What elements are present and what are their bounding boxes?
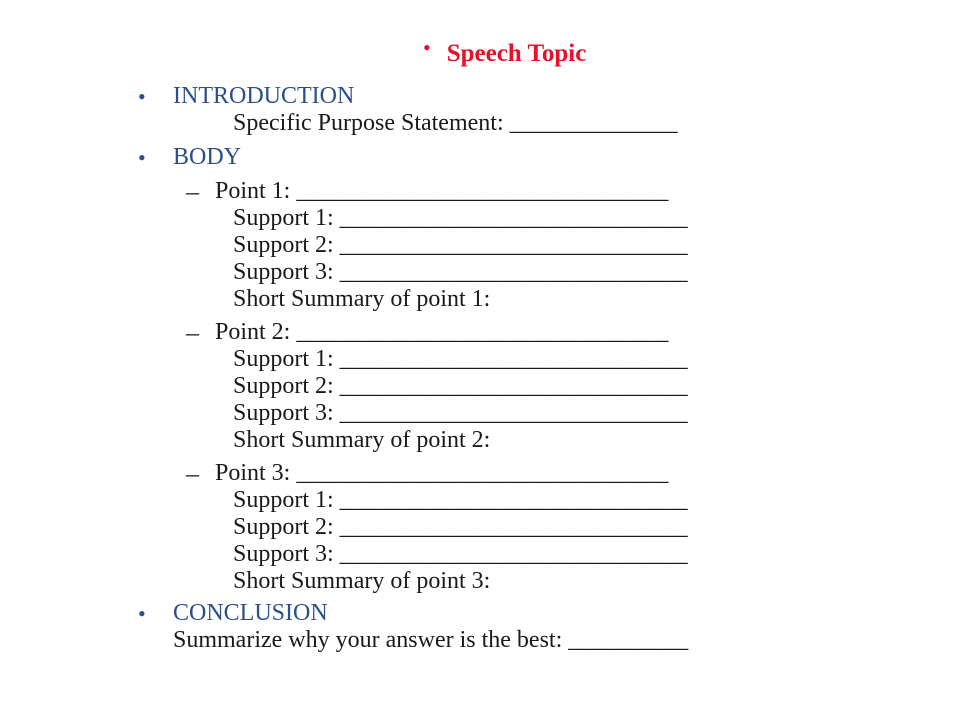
- point-3-line: Point 3: _______________________________: [215, 460, 669, 486]
- point-2-support-1: Support 1: _____________________________: [233, 346, 688, 372]
- point-2-summary: Short Summary of point 2:: [233, 427, 491, 453]
- point-2-support-2: Support 2: _____________________________: [233, 373, 688, 399]
- conclusion-bullet: •: [138, 601, 146, 626]
- conclusion-line: Summarize why your answer is the best: __________: [173, 627, 689, 653]
- conclusion-heading: CONCLUSION: [173, 600, 328, 626]
- point-2-dash: –: [186, 318, 199, 347]
- point-3-support-2: Support 2: _____________________________: [233, 514, 688, 540]
- speech-topic-title: Speech Topic: [446, 40, 587, 67]
- body-heading: BODY: [173, 144, 242, 170]
- point-1-support-2: Support 2: _____________________________: [233, 232, 688, 258]
- slide-title: [423, 35, 587, 68]
- point-3-summary: Short Summary of point 3:: [233, 568, 491, 594]
- point-1-summary: Short Summary of point 1:: [233, 286, 491, 312]
- introduction-heading: INTRODUCTION: [173, 83, 355, 109]
- point-3-support-1: Support 1: _____________________________: [233, 487, 688, 513]
- purpose-statement: Specific Purpose Statement: ______________: [233, 110, 678, 136]
- point-1-line: Point 1: _______________________________: [215, 178, 669, 204]
- title-bullet: •: [423, 35, 431, 60]
- point-2-support-3: Support 3: _____________________________: [233, 400, 688, 426]
- point-1-support-3: Support 3: _____________________________: [233, 259, 688, 285]
- point-3-dash: –: [186, 459, 199, 488]
- body-bullet: •: [138, 145, 146, 170]
- point-3-support-3: Support 3: _____________________________: [233, 541, 688, 567]
- point-2-line: Point 2: _______________________________: [215, 319, 669, 345]
- point-1-support-1: Support 1: _____________________________: [233, 205, 688, 231]
- intro-bullet: •: [138, 84, 146, 109]
- point-1-dash: –: [186, 177, 199, 206]
